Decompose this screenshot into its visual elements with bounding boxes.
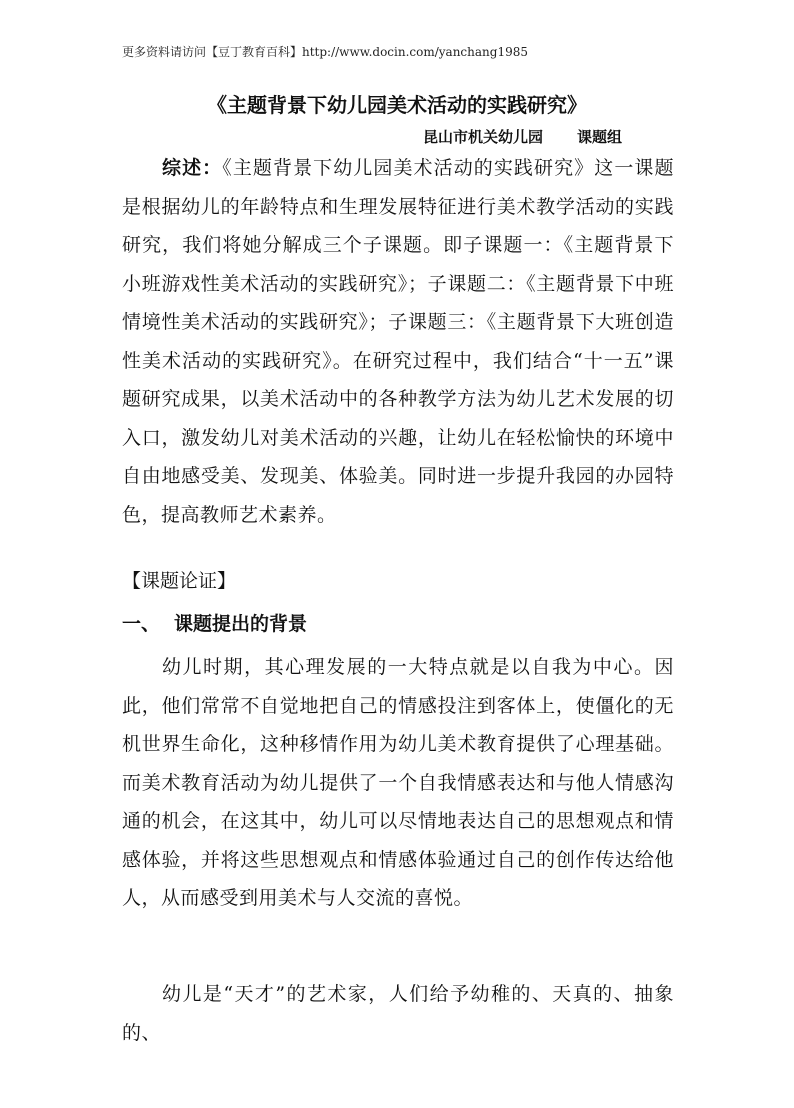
document-title: 《主题背景下幼儿园美术活动的实践研究》 bbox=[207, 93, 587, 117]
subsection-number: 一、 bbox=[122, 613, 161, 635]
subsection-title: 课题提出的背景 bbox=[174, 613, 308, 635]
byline bbox=[423, 127, 622, 147]
header-note: 更多资料请访问【豆丁教育百科】http://www.docin.com/yanchang1985 bbox=[122, 45, 528, 59]
body-paragraph-2: 幼儿是“天才”的艺术家，人们给予幼稚的、天真的、抽象的、 bbox=[122, 983, 674, 1044]
section-heading: 【课题论证】 bbox=[122, 570, 237, 592]
summary-lead: 综述： bbox=[162, 157, 223, 179]
byline-school: 昆山市机关幼儿园 bbox=[423, 128, 544, 146]
summary-paragraph bbox=[122, 149, 674, 534]
summary-text: 《主题背景下幼儿园美术活动的实践研究》这一课题是根据幼儿的年龄特点和生理发展特征进行美术教学活动的实践研究，我们将她分解成三个子课题。即子课题一：《主题背景下小班游戏性美术活动的实践研究》；子课题二：《主题背景下中班情境性美术活动的实践研究》；子课题三：《主题背景下大班创造性美术活动的实践研究》。在研究过程中，我们结合“十一五”课题研究成果，以美术活动中的各种教学方法为幼儿艺术发展的切入口，激发幼儿对美术活动的兴趣，让幼儿在轻松愉快的环境中自由地感受美、发现美、体验美。同时进一步提升我园的办园特色，提高教师艺术素养。 bbox=[122, 157, 674, 526]
byline-group: 课题组 bbox=[577, 128, 623, 146]
subsection-heading bbox=[122, 611, 307, 637]
body-paragraph-1: 幼儿时期，其心理发展的一大特点就是以自我为中心。因此，他们常常不自觉地把自己的情感投注到客体上，使僵化的无机世界生命化，这种移情作用为幼儿美术教育提供了心理基础。而美术教育活动为幼儿提供了一个自我情感表达和与他人情感沟通的机会，在这其中，幼儿可以尽情地表达自己的思想观点和情感体验，并将这些思想观点和情感体验通过自己的创作传达给他人，从而感受到用美术与人交流的喜悦。 bbox=[122, 656, 674, 909]
